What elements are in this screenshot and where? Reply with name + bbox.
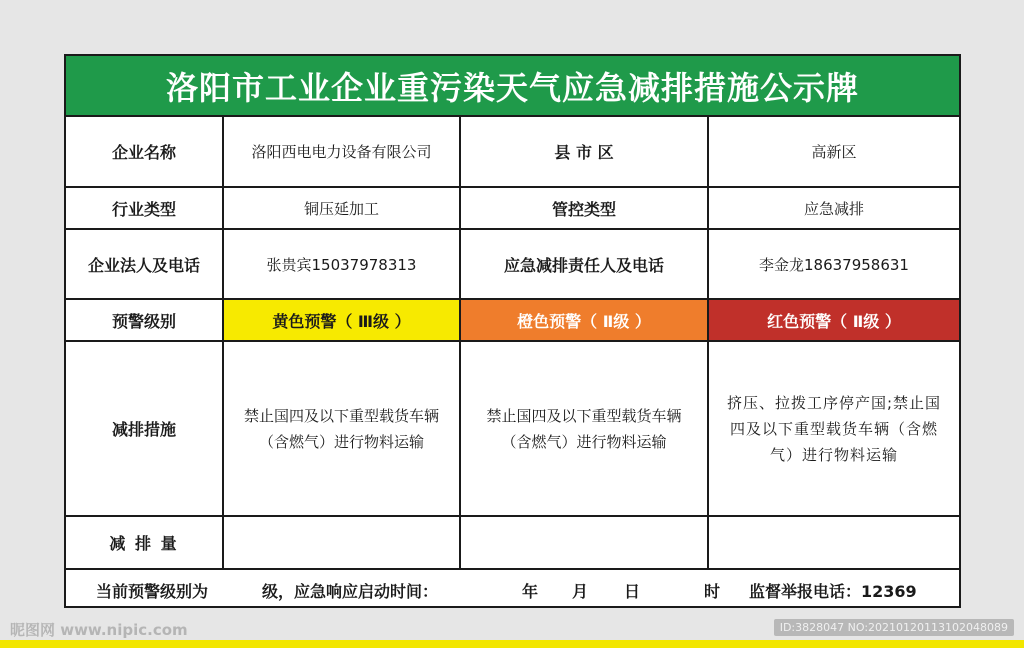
legal-person-label: 企业法人及电话 xyxy=(66,230,224,300)
district-value: 高新区 xyxy=(709,117,959,188)
red-warning-cell: 红色预警（ Ⅱ级 ） xyxy=(709,300,959,342)
control-type-value: 应急减排 xyxy=(709,188,959,230)
company-name-label: 企业名称 xyxy=(66,117,224,188)
bottom-yellow-strip xyxy=(0,640,1024,648)
orange-measures-cell xyxy=(461,342,709,517)
footer-month: 月 xyxy=(572,582,589,601)
responsible-person-value: 李金龙18637958631 xyxy=(709,230,959,300)
footer-hotline: 监督举报电话：12369 xyxy=(749,582,917,601)
yellow-warning-cell: 黄色预警（ Ⅲ级 ） xyxy=(224,300,461,342)
footer-hour: 时 xyxy=(704,582,721,601)
industry-type-label: 行业类型 xyxy=(66,188,224,230)
red-amount-cell xyxy=(709,517,959,570)
warning-level-label: 预警级别 xyxy=(66,300,224,342)
yellow-amount-cell xyxy=(224,517,461,570)
yellow-measures-text: 禁止国四及以下重型载货车辆（含燃气）进行物料运输 xyxy=(243,406,439,451)
company-name-value: 洛阳西电电力设备有限公司 xyxy=(224,117,461,188)
footer-line xyxy=(66,570,959,606)
footer-current-level: 当前预警级别为 xyxy=(96,582,209,601)
watermark-right: ID:3828047 NO:20210120113102048089 xyxy=(774,619,1014,636)
footer-day: 日 xyxy=(624,582,641,601)
orange-measures-text: 禁止国四及以下重型载货车辆（含燃气）进行物料运输 xyxy=(486,406,682,451)
reduction-amount-label: 减 排 量 xyxy=(66,517,224,570)
footer-year: 年 xyxy=(522,582,539,601)
legal-person-value: 张贵宾15037978313 xyxy=(224,230,461,300)
control-type-label: 管控类型 xyxy=(461,188,709,230)
orange-warning-cell: 橙色预警（ Ⅱ级 ） xyxy=(461,300,709,342)
responsible-person-label: 应急减排责任人及电话 xyxy=(461,230,709,300)
board-title: 洛阳市工业企业重污染天气应急减排措施公示牌 xyxy=(66,56,959,117)
footer-start-time: 级，应急响应启动时间： xyxy=(262,582,439,601)
watermark-left: 昵图网 www.nipic.com xyxy=(10,621,188,639)
notice-board xyxy=(64,54,961,608)
orange-amount-cell xyxy=(461,517,709,570)
red-measures-cell xyxy=(709,342,959,517)
yellow-measures-cell xyxy=(224,342,461,517)
industry-type-value: 铜压延加工 xyxy=(224,188,461,230)
measures-label: 减排措施 xyxy=(66,342,224,517)
red-measures-text: 挤压、拉拨工序停产国;禁止国四及以下重型载货车辆（含燃气）进行物料运输 xyxy=(726,393,942,464)
district-label: 县 市 区 xyxy=(461,117,709,188)
